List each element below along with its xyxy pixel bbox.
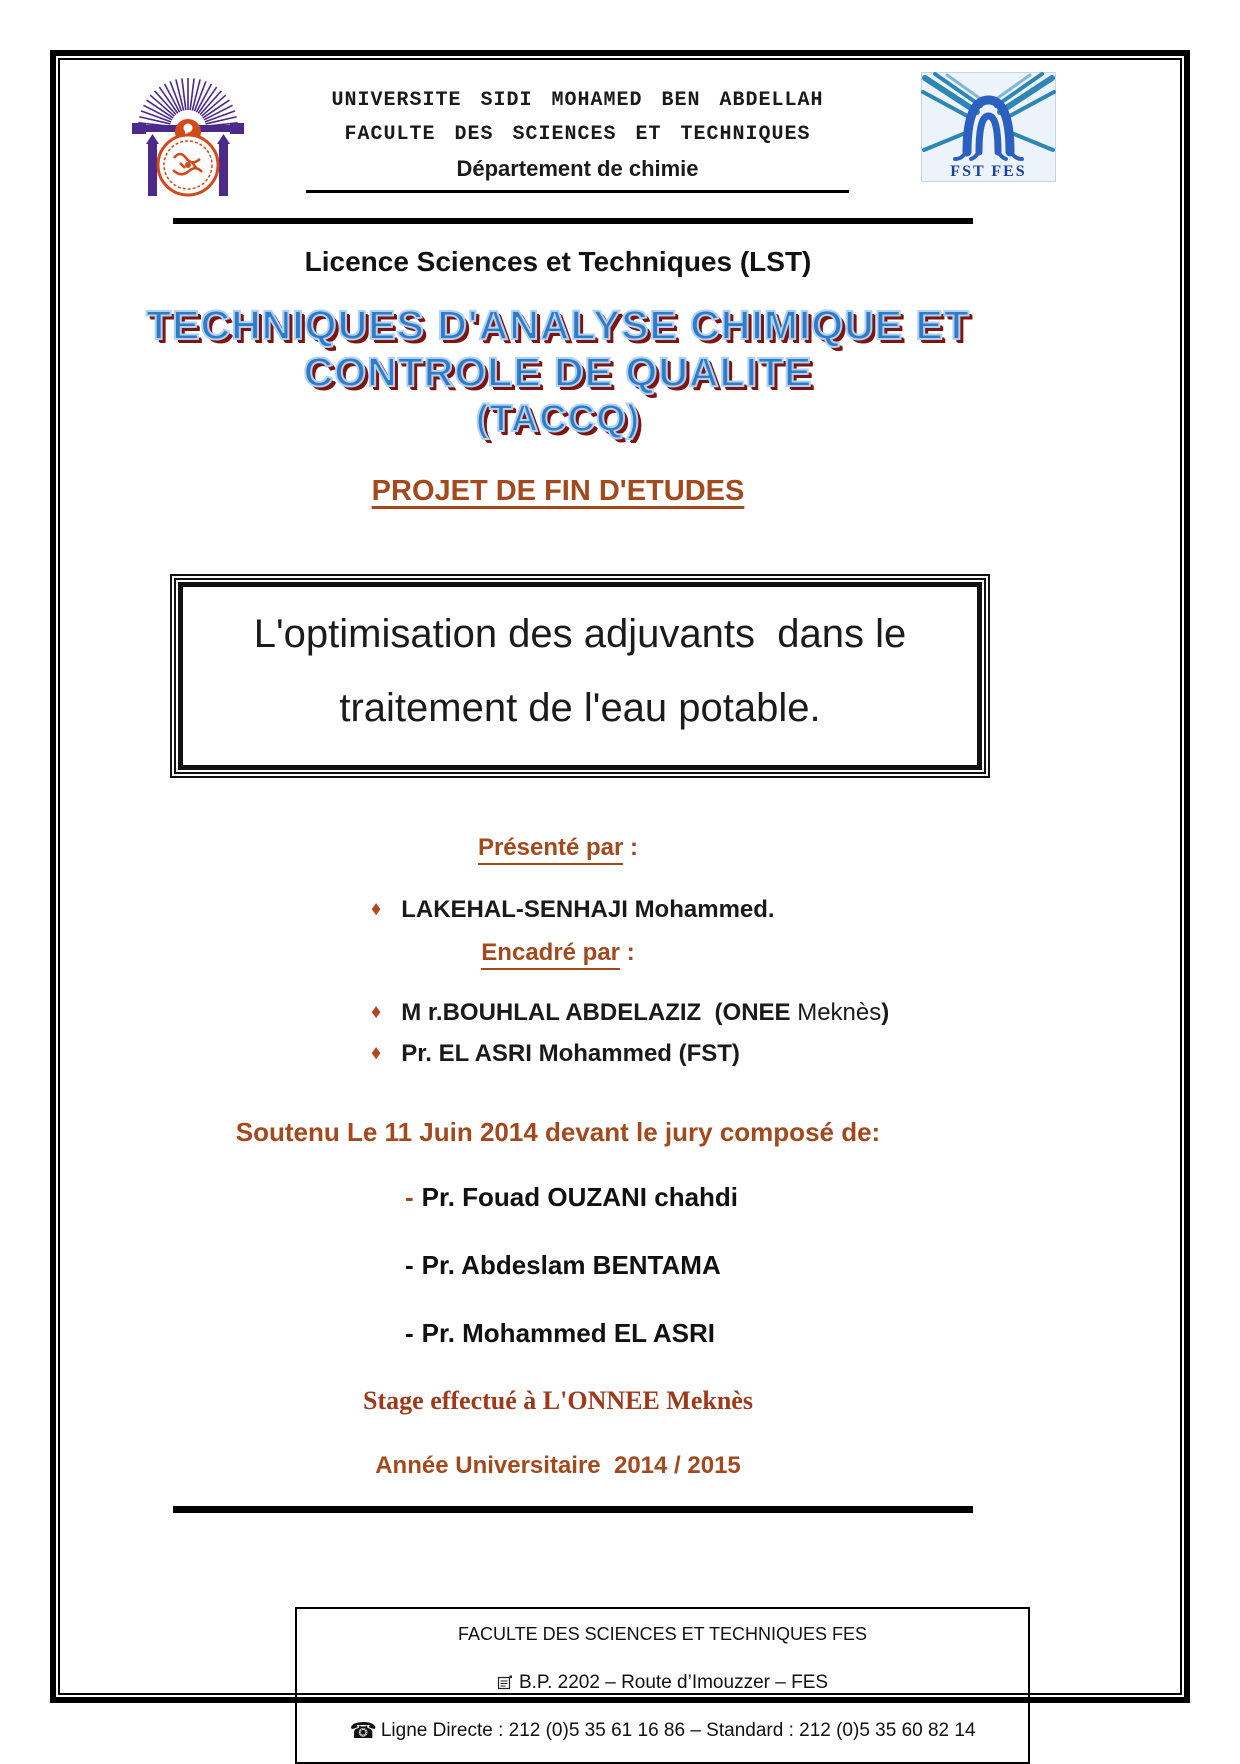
jury-member (405, 1318, 1056, 1349)
thesis-title-line-2: traitement de l'eau potable. (339, 686, 821, 730)
wordart-title (60, 302, 1056, 443)
page-border-outer (50, 50, 1190, 1744)
student-bullet-item (371, 892, 1056, 927)
department-name: Département de chimie (456, 156, 699, 181)
academic-year-line: Année Universitaire 2014 / 2015 (375, 1452, 741, 1479)
supervisor-bullet-item-2 (371, 1036, 1056, 1071)
supervisor-1-bold-end: ) (881, 999, 890, 1026)
diamond-bullet-icon: ♦ (371, 898, 382, 920)
university-name: UNIVERSITE SIDI MOHAMED BEN ABDELLAH (331, 89, 824, 112)
content-column (60, 70, 1056, 1513)
supervisor-1-bold: M r.BOUHLAL ABDELAZIZ (ONEE (401, 999, 798, 1026)
supervisor-2-name: Pr. EL ASRI Mohammed (FST) (401, 1040, 740, 1067)
jury-member-name: Pr. Fouad OUZANI chahdi (421, 1182, 739, 1212)
document-icon (497, 1674, 513, 1690)
footer-address-text: B.P. 2202 – Route d’Imouzzer – FES (518, 1672, 829, 1693)
header-rule (173, 218, 973, 224)
defense-line: Soutenu Le 11 Juin 2014 devant le jury composé de: (235, 1117, 881, 1147)
footer-phone-text: Ligne Directe : 212 (0)5 35 61 16 86 – Standard : 212 (0)5 35 60 82 14 (380, 1720, 976, 1741)
presented-by-heading: Présenté par : (60, 834, 1056, 862)
wordart-line-1: TECHNIQUES D'ANALYSE CHIMIQUE ET (146, 302, 970, 348)
supervised-by-heading: Encadré par : (60, 939, 1056, 967)
diamond-bullet-icon: ♦ (371, 1042, 382, 1064)
jury-member-name: Pr. Abdeslam BENTAMA (421, 1250, 721, 1280)
jury-member-name: Pr. Mohammed EL ASRI (421, 1318, 715, 1348)
student-name: LAKEHAL-SENHAJI Mohammed. (401, 896, 775, 923)
internship-line: Stage effectué à L'ONNEE Meknès (363, 1386, 753, 1415)
header-row (118, 70, 1056, 210)
phone-icon: ☎ (349, 1719, 377, 1744)
wordart-line-2: CONTROLE DE QUALITE (303, 349, 813, 395)
page-border-inner (58, 58, 1182, 1744)
fst-fes-logo (921, 72, 1056, 182)
university-emblem-logo (118, 70, 258, 202)
project-heading: PROJET DE FIN D'ETUDES (371, 475, 745, 507)
jury-list (405, 1182, 1056, 1349)
jury-dash: - (405, 1250, 414, 1280)
supervisor-1-regular: Meknès (797, 999, 882, 1026)
footer-box (295, 1607, 1030, 1764)
program-line: Licence Sciences et Techniques (LST) (304, 246, 812, 277)
thesis-title-line-1: L'optimisation des adjuvants dans le (253, 612, 907, 656)
bottom-rule (173, 1506, 973, 1513)
jury-dash: - (405, 1182, 414, 1212)
footer-faculty-line: FACULTE DES SCIENCES ET TECHNIQUES FES (457, 1624, 868, 1644)
thesis-title-box (170, 574, 990, 778)
faculty-name: FACULTE DES SCIENCES ET TECHNIQUES (344, 123, 811, 146)
wordart-line-3: (TACCQ) (475, 398, 641, 440)
header-text-block (306, 84, 849, 193)
footer-phone-line (305, 1719, 1020, 1744)
jury-member (405, 1182, 1056, 1213)
diamond-bullet-icon: ♦ (371, 1001, 382, 1023)
fst-fes-caption: FST FES (950, 163, 1027, 180)
footer-address-line (305, 1672, 1020, 1694)
supervisor-bullet-item-1 (371, 995, 1056, 1030)
jury-dash: - (405, 1318, 414, 1348)
jury-member (405, 1250, 1056, 1281)
